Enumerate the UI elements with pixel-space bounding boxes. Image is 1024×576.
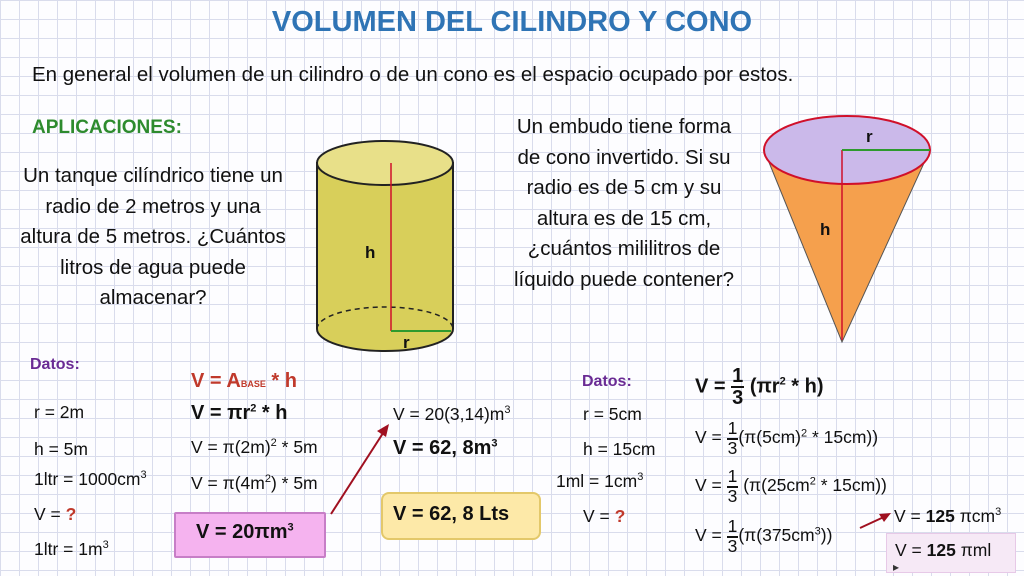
cylinder-diagram bbox=[305, 135, 465, 360]
cylinder-r-label: r bbox=[403, 333, 410, 352]
intro-text: En general el volumen de un cilindro o de un cono es el espacio ocupado por estos. bbox=[32, 63, 794, 86]
cone-r-label: r bbox=[866, 127, 873, 146]
cyl-formula-base: V = ABASE * h bbox=[191, 370, 297, 392]
cyl-formula-pi: $V = \pi r^2 * h$ bbox=[191, 402, 288, 424]
cylinder-body bbox=[317, 163, 453, 351]
datos-cyl-conversion: $1ltr = 1000cm^3$ bbox=[34, 469, 147, 489]
cylinder-top bbox=[317, 141, 453, 185]
cone-result-cm3: V = 125 πcm$^3$ bbox=[894, 506, 1002, 526]
datos-cone-height: h = 15cm bbox=[583, 439, 656, 459]
cylinder-h-label: h bbox=[365, 243, 376, 262]
datos-cyl-radius: r = 2m bbox=[34, 402, 85, 422]
page-title: VOLUMEN DEL CILINDRO Y CONO bbox=[271, 6, 753, 38]
arrow-icon bbox=[858, 508, 894, 532]
datos-cone-volume: V = ? bbox=[583, 506, 626, 526]
cone-result-ml: V = 125 πml bbox=[895, 540, 992, 560]
cone-formula: V = $\frac{1}{3}$ $(\pi r^2 * h)$ bbox=[695, 365, 824, 409]
cone-h-label: h bbox=[820, 220, 831, 239]
datos-cone-radius: r = 5cm bbox=[583, 404, 642, 424]
datos-cyl-height: h = 5m bbox=[34, 439, 88, 459]
datos-cone-conversion: $1ml = 1cm^3$ bbox=[556, 471, 644, 491]
cyl-step-3: $V = 20(3,14)m^3$ bbox=[393, 404, 511, 424]
datos-label-cone: Datos: bbox=[582, 373, 632, 390]
cyl-step-4: V = 62, $8m^3$ bbox=[393, 437, 498, 459]
cursor-icon: ▸ bbox=[893, 560, 900, 574]
section-label-aplicaciones: APLICACIONES: bbox=[32, 117, 182, 138]
cyl-step-1: $V = \pi(2m)^2 * 5m$ bbox=[191, 437, 318, 457]
cone-step-1: V = $\frac{1}{3}$ $(\pi(5cm)^2 * 15cm)$) bbox=[695, 418, 879, 458]
cone-step-3: V = $\frac{1}{3}$ $(\pi(375cm^3))$ bbox=[695, 516, 833, 556]
datos-cyl-volume: V = ? bbox=[34, 504, 77, 524]
problem-cylinder-text: Un tanque cilíndrico tiene un radio de 2 metros y una altura de 5 metros. ¿Cuántos litros de agua puede almacenar? bbox=[20, 164, 286, 309]
cyl-result-text: $V = 20\pi m^3$ bbox=[196, 521, 294, 543]
cyl-step-2: $V = \pi(4m^2) * 5m$ bbox=[191, 473, 318, 493]
cone-step-2: V = $\frac{1}{3}$ $(\pi(25cm^2 * 15cm))$ bbox=[695, 466, 887, 506]
cone-diagram bbox=[758, 112, 938, 347]
datos-label-cylinder: Datos: bbox=[30, 356, 80, 373]
datos-cyl-liter: $1ltr = 1m^3$ bbox=[34, 539, 109, 559]
problem-cone-text: Un embudo tiene forma de cono invertido. Si su radio es de 5 cm y su altura es de 15 cm, ¿cuántos mililitros de líquido puede contener? bbox=[514, 115, 734, 291]
cyl-final-text: V = 62, 8 Lts bbox=[393, 503, 510, 525]
